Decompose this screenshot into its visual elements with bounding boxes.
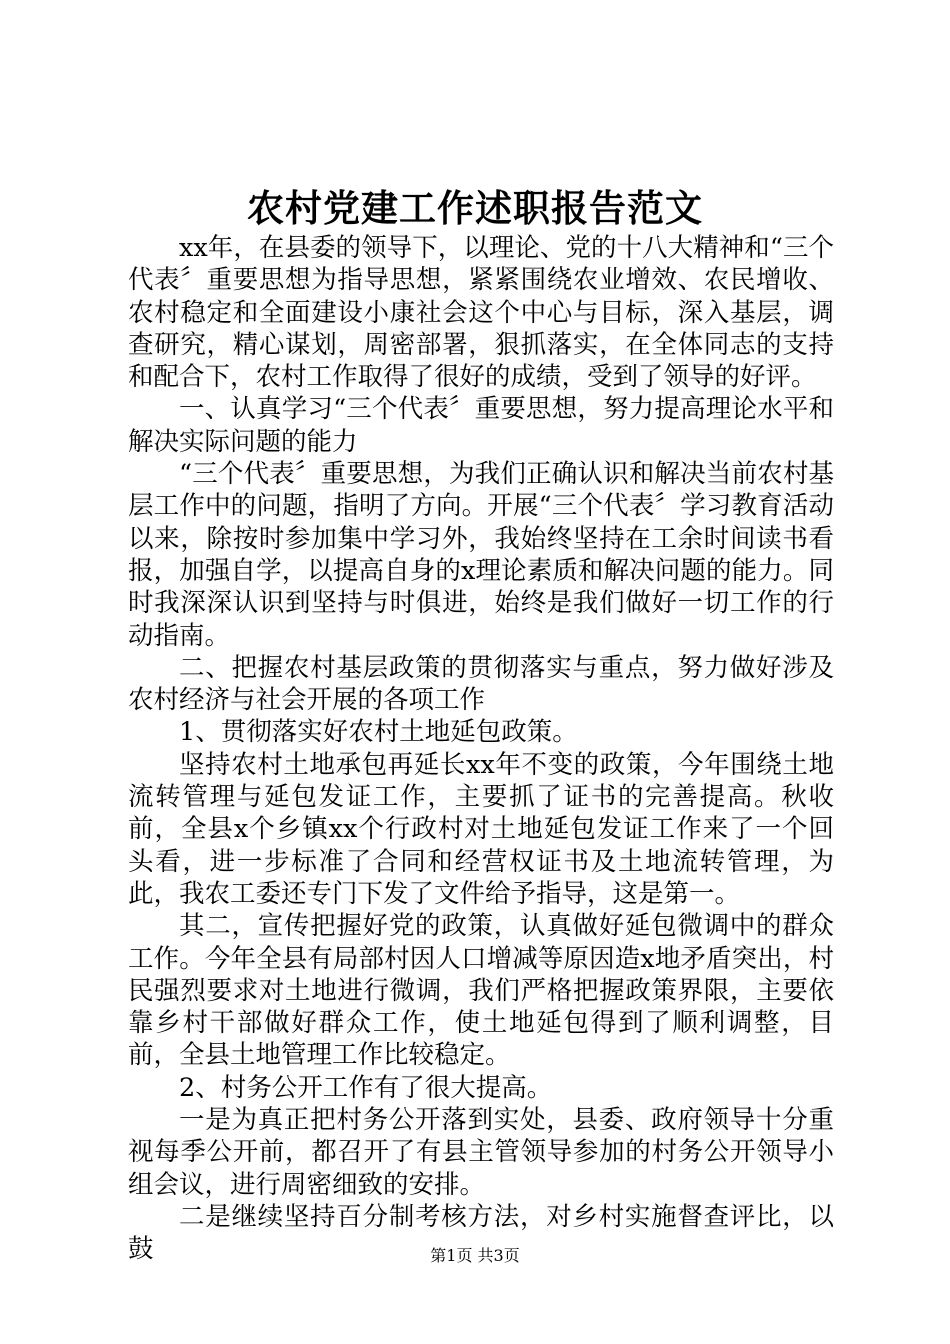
paragraph-intro: xx年，在县委的领导下，以理论、党的十八大精神和“三个代表〞重要思想为指导思想，紧紧围绕农业增效、农民增收、农村稳定和全面建设小康社会这个中心与目标，深入基层，调查研究，精心谋划，周密部署，狠抓落实，在全体同志的支持和配合下，农村工作取得了很好的成绩，受到了领导的好评。 bbox=[128, 233, 834, 393]
page-footer: 第1页 共3页 bbox=[430, 1246, 520, 1265]
paragraph-second-measure: 二是继续坚持百分制考核方法，对乡村实施督查评比，以鼓 bbox=[128, 1201, 834, 1265]
section-heading-1: 一、认真学习“三个代表〞重要思想，努力提高理论水平和解决实际问题的能力 bbox=[128, 394, 834, 457]
paragraph-second-point: 其二，宣传把握好党的政策，认真做好延包微调中的群众工作。今年全县有局部村因人口增减等原因造x地矛盾突出，村民强烈要求对土地进行微调，我们严格把握政策界限，主要依靠乡村干部做好群众工作，使土地延包得到了顺利调整，目前，全县土地管理工作比较稳定。 bbox=[128, 911, 834, 1071]
subheading-2: 2、村务公开工作有了很大提高。 bbox=[179, 1072, 553, 1103]
subheading-1: 1、贯彻落实好农村土地延包政策。 bbox=[179, 717, 578, 748]
section-heading-2: 二、把握农村基层政策的贯彻落实与重点，努力做好涉及农村经济与社会开展的各项工作 bbox=[128, 652, 834, 716]
paragraph-first-measure: 一是为真正把村务公开落到实处，县委、政府领导十分重视每季公开前，都召开了有县主管领导参加的村务公开领导小组会议，进行周密细致的安排。 bbox=[128, 1105, 834, 1200]
paragraph-land-policy: 坚持农村土地承包再延长xx年不变的政策，今年围绕土地流转管理与延包发证工作，主要抓了证书的完善提高。秋收前，全县x个乡镇xx个行政村对土地延包发证工作来了一个回头看，进一步标准了合同和经营权证书及土地流转管理，为此，我农工委还专门下发了文件给予指导，这是第一。 bbox=[128, 749, 834, 909]
document-body bbox=[128, 232, 834, 1266]
paragraph-section-1: “三个代表〞重要思想，为我们正确认识和解决当前农村基层工作中的问题，指明了方向。开展“三个代表〞学习教育活动以来，除按时参加集中学习外，我始终坚持在工余时间读书看报，加强自学，以提高自身的x理论素质和解决问题的能力。同时我深深认识到坚持与时俱进，始终是我们做好一切工作的行动指南。 bbox=[128, 459, 834, 651]
document-title: 农村党建工作述职报告范文 bbox=[247, 186, 703, 230]
